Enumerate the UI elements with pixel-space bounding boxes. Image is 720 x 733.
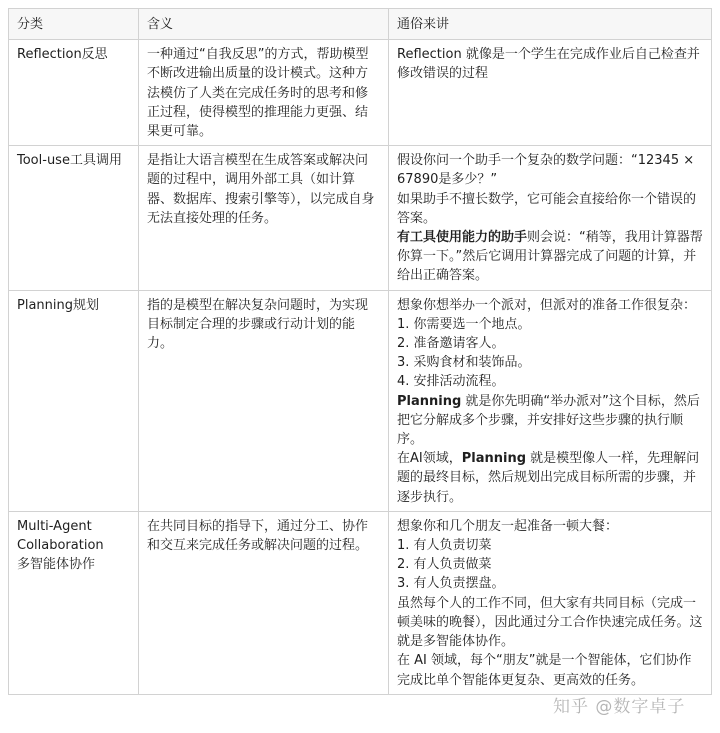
- category-label: Collaboration: [17, 538, 104, 554]
- explanation-text: 如果助手不擅长数学，它可能会直接给你一个错误的答案。: [397, 191, 697, 226]
- explanation-text: 就是模型像人一样，先理解问题的最终目标，然后规划出完成目标所需的步骤，并逐步执行。: [397, 451, 700, 505]
- table-row: [9, 40, 712, 146]
- explanation-line: [397, 536, 703, 555]
- explanation-line: [397, 517, 703, 536]
- header-row: [9, 9, 712, 40]
- explanation-text: Reflection 就像是一个学生在完成作业后自己检查并修改错误的过程: [397, 47, 700, 82]
- explanation-line: [397, 574, 703, 593]
- category-label: 多智能体协作: [17, 557, 96, 573]
- meaning-cell: 指的是模型在解决复杂问题时，为实现目标制定合理的步骤或行动计划的能力。: [139, 290, 389, 511]
- table-row: [9, 290, 712, 511]
- explanation-text: 2. 准备邀请客人。: [397, 336, 505, 352]
- explanation-text: 想象你和几个朋友一起准备一顿大餐：: [397, 518, 619, 534]
- emphasis-text: Planning: [397, 393, 462, 409]
- category-cell: [9, 146, 139, 290]
- explanation-text: 4. 安排活动流程。: [397, 374, 505, 390]
- watermark-text: 知乎 @数字卓子: [553, 697, 686, 717]
- explanation-line: [397, 449, 703, 507]
- table-body: [9, 40, 712, 695]
- category-label: Planning规划: [17, 297, 99, 313]
- explanation-line: [397, 334, 703, 353]
- category-label: Multi-Agent: [17, 518, 92, 534]
- explanation-text: 2. 有人负责做菜: [397, 557, 492, 573]
- explanation-text: 想象你想举办一个派对，但派对的准备工作很复杂：: [397, 297, 697, 313]
- comparison-table: [8, 8, 712, 695]
- explanation-text: 虽然每个人的工作不同，但大家有共同目标（完成一顿美味的晚餐），因此通过分工合作快速完成任务。这就是多智能体协作。: [397, 595, 703, 650]
- explanation-text: 1. 有人负责切菜: [397, 538, 492, 554]
- table-row: [9, 146, 712, 290]
- explanation-line: [397, 594, 703, 652]
- plain-explanation-cell: [389, 146, 712, 290]
- explanation-text: 在AI领域，: [397, 451, 462, 467]
- explanation-line: [397, 392, 703, 450]
- header-meaning: 含义: [139, 9, 389, 40]
- category-cell: [9, 290, 139, 511]
- explanation-text: 就是你先明确“举办派对”这个目标，然后把它分解成多个步骤，并安排好这些步骤的执行顺序。: [397, 393, 700, 448]
- meaning-cell: 在共同目标的指导下，通过分工、协作和交互来完成任务或解决问题的过程。: [139, 511, 389, 694]
- category-label: Tool-use工具调用: [17, 153, 122, 169]
- header-category: 分类: [9, 9, 139, 40]
- explanation-line: [397, 151, 703, 189]
- category-cell: [9, 40, 139, 146]
- category-cell: [9, 511, 139, 694]
- meaning-cell: 一种通过“自我反思”的方式，帮助模型不断改进输出质量的设计模式。这种方法模仿了人类在完成任务时的思考和修正过程，使得模型的推理能力更强、结果更可靠。: [139, 40, 389, 146]
- explanation-line: [397, 228, 703, 286]
- explanation-line: [397, 190, 703, 228]
- explanation-line: [397, 45, 703, 83]
- explanation-text: 假设你问一个助手一个复杂的数学问题：“12345 × 67890是多少？”: [397, 153, 695, 188]
- header-plain-explanation: 通俗来讲: [389, 9, 712, 40]
- explanation-text: 1. 你需要选一个地点。: [397, 316, 531, 332]
- explanation-text: 则会说：“稍等，我用计算器帮你算一下。”然后它调用计算器完成了问题的计算，并给出正确答案。: [397, 230, 703, 284]
- explanation-text: 在 AI 领域，每个“朋友”就是一个智能体，它们协作完成比单个智能体更复杂、更高效的任务。: [397, 653, 692, 688]
- emphasis-text: Planning: [461, 451, 527, 467]
- category-label: Reflection反思: [17, 47, 108, 63]
- explanation-line: [397, 555, 703, 574]
- explanation-line: [397, 296, 703, 315]
- plain-explanation-cell: [389, 290, 712, 511]
- emphasis-text: 有工具使用能力的助手: [397, 230, 528, 246]
- explanation-line: [397, 372, 703, 391]
- explanation-line: [397, 315, 703, 334]
- explanation-text: 3. 有人负责摆盘。: [397, 576, 505, 592]
- meaning-cell: 是指让大语言模型在生成答案或解决问题的过程中，调用外部工具（如计算器、数据库、搜索引擎等），以完成自身无法直接处理的任务。: [139, 146, 389, 290]
- plain-explanation-cell: [389, 511, 712, 694]
- explanation-text: 3. 采购食材和装饰品。: [397, 355, 531, 371]
- explanation-line: [397, 353, 703, 372]
- plain-explanation-cell: [389, 40, 712, 146]
- table-row: [9, 511, 712, 694]
- explanation-line: [397, 651, 703, 689]
